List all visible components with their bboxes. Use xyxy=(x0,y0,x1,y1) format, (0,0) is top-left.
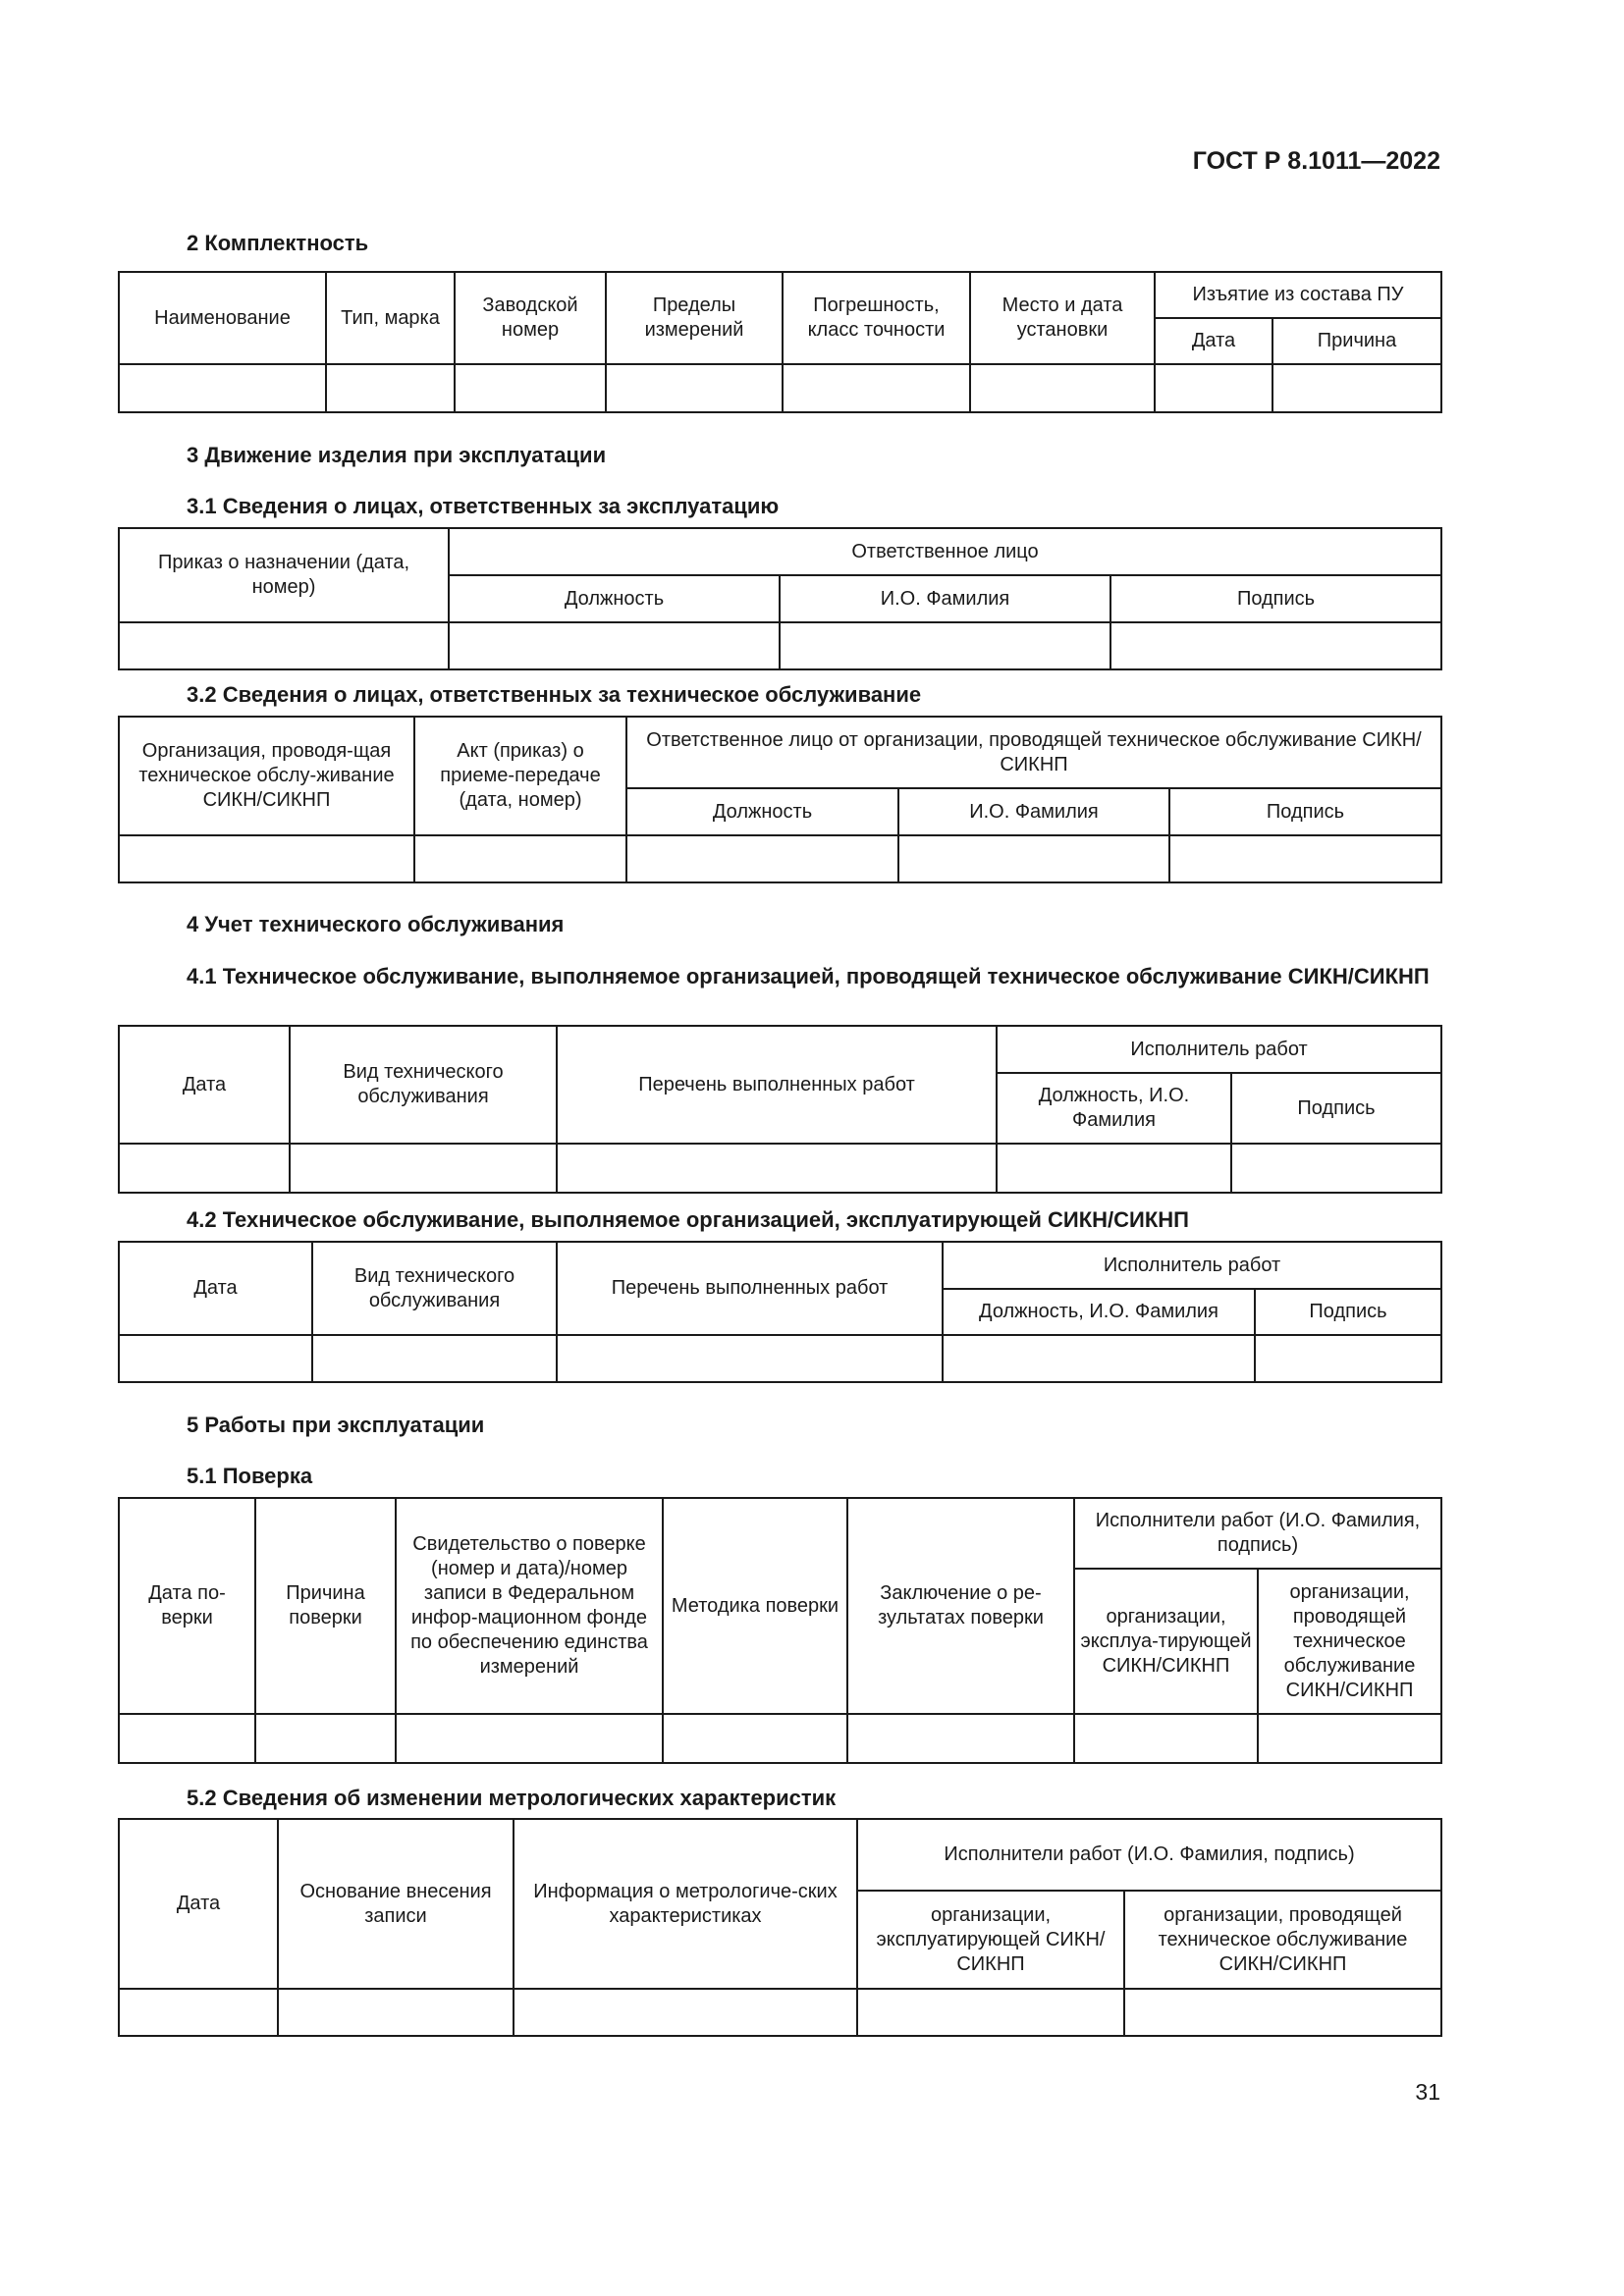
col-header-executors: Исполнители работ (И.О. Фамилия, подпись) xyxy=(857,1819,1441,1891)
table-cell[interactable] xyxy=(1272,364,1441,412)
table-cell[interactable] xyxy=(1124,1989,1441,2036)
table-cell[interactable] xyxy=(312,1335,557,1382)
table-cell[interactable] xyxy=(1231,1144,1441,1193)
col-header-type: Тип, марка xyxy=(326,272,455,364)
col-header-date: Дата xyxy=(119,1242,312,1335)
col-header-full-name: И.О. Фамилия xyxy=(780,575,1110,622)
col-header-signature: Подпись xyxy=(1169,788,1441,835)
section-4-title: 4 Учет технического обслуживания xyxy=(187,912,565,936)
verification-table xyxy=(118,1497,1442,1764)
table-cell[interactable] xyxy=(1110,622,1441,669)
table-cell[interactable] xyxy=(396,1714,663,1763)
col-header-verification-reason: Причина поверки xyxy=(255,1498,396,1714)
section-4-1-title: 4.1 Техническое обслуживание, выполняемое организацией, проводящей техническое обслуживание СИКН/СИКНП xyxy=(187,964,1430,988)
col-header-position: Должность xyxy=(626,788,898,835)
col-header-position: Должность xyxy=(449,575,780,622)
table-cell[interactable] xyxy=(1169,835,1441,882)
col-header-signature: Подпись xyxy=(1255,1289,1441,1335)
table-cell[interactable] xyxy=(1255,1335,1441,1382)
col-header-full-name: И.О. Фамилия xyxy=(898,788,1169,835)
table-cell[interactable] xyxy=(1155,364,1272,412)
section-3-1-title: 3.1 Сведения о лицах, ответственных за эксплуатацию xyxy=(187,494,780,518)
col-header-executors: Исполнители работ (И.О. Фамилия, подпись) xyxy=(1074,1498,1441,1569)
col-header-position-name: Должность, И.О. Фамилия xyxy=(997,1073,1231,1144)
section-5-title: 5 Работы при эксплуатации xyxy=(187,1413,485,1437)
table-cell[interactable] xyxy=(898,835,1169,882)
col-header-order: Приказ о назначении (дата, номер) xyxy=(119,528,449,622)
col-header-signature: Подпись xyxy=(1231,1073,1441,1144)
section-5-2-title: 5.2 Сведения об изменении метрологических характеристик xyxy=(187,1786,837,1810)
table-cell[interactable] xyxy=(255,1714,396,1763)
table-row xyxy=(119,1144,1441,1193)
table-cell[interactable] xyxy=(119,835,414,882)
table-row xyxy=(119,622,1441,669)
col-header-method: Методика поверки xyxy=(663,1498,847,1714)
table-cell[interactable] xyxy=(847,1714,1074,1763)
col-header-operator-org: организации, эксплуа-тирующей СИКН/СИКНП xyxy=(1074,1569,1258,1714)
table-cell[interactable] xyxy=(663,1714,847,1763)
table-cell[interactable] xyxy=(626,835,898,882)
table-cell[interactable] xyxy=(119,1335,312,1382)
table-cell[interactable] xyxy=(414,835,626,882)
table-cell[interactable] xyxy=(119,364,326,412)
table-cell[interactable] xyxy=(514,1989,857,2036)
table-cell[interactable] xyxy=(557,1335,943,1382)
table-cell[interactable] xyxy=(119,1989,278,2036)
col-header-serial: Заводской номер xyxy=(455,272,606,364)
col-header-position-name: Должность, И.О. Фамилия xyxy=(943,1289,1255,1335)
table-cell[interactable] xyxy=(278,1989,514,2036)
completeness-table xyxy=(118,271,1442,413)
page-number: 31 xyxy=(1415,2079,1440,2105)
table-cell[interactable] xyxy=(943,1335,1255,1382)
table-row xyxy=(119,364,1441,412)
table-cell[interactable] xyxy=(119,622,449,669)
col-header-date: Дата xyxy=(119,1819,278,1989)
table-cell[interactable] xyxy=(1074,1714,1258,1763)
table-cell[interactable] xyxy=(449,622,780,669)
col-header-service-org: организации, проводящей техническое обслуживание СИКН/СИКНП xyxy=(1124,1891,1441,1989)
col-header-verification-date: Дата по-верки xyxy=(119,1498,255,1714)
col-header-date: Дата xyxy=(119,1026,290,1144)
col-header-maintenance-kind: Вид технического обслуживания xyxy=(290,1026,557,1144)
col-header-place: Место и дата установки xyxy=(970,272,1155,364)
maintenance-responsible-table xyxy=(118,716,1442,883)
table-cell[interactable] xyxy=(557,1144,997,1193)
col-header-responsible-person: Ответственное лицо от организации, проводящей техническое обслуживание СИКН/СИКНП xyxy=(626,717,1441,788)
document-code: ГОСТ Р 8.1011—2022 xyxy=(1192,147,1440,175)
col-header-act: Акт (приказ) о приеме-передаче (дата, номер) xyxy=(414,717,626,835)
col-header-metrology-info: Информация о метрологиче-ских характеристиках xyxy=(514,1819,857,1989)
table-row xyxy=(119,835,1441,882)
col-header-conclusion: Заключение о ре-зультатах поверки xyxy=(847,1498,1074,1714)
col-header-name: Наименование xyxy=(119,272,326,364)
table-cell[interactable] xyxy=(783,364,970,412)
section-3-title: 3 Движение изделия при эксплуатации xyxy=(187,443,607,467)
table-row xyxy=(119,1989,1441,2036)
col-header-reason: Причина xyxy=(1272,318,1441,364)
col-header-service-org: организации, проводящей техническое обслуживание СИКН/СИКНП xyxy=(1258,1569,1441,1714)
col-header-responsible-person: Ответственное лицо xyxy=(449,528,1441,575)
table-cell[interactable] xyxy=(970,364,1155,412)
table-cell[interactable] xyxy=(606,364,783,412)
col-header-executor: Исполнитель работ xyxy=(943,1242,1441,1289)
col-header-maintenance-kind: Вид технического обслуживания xyxy=(312,1242,557,1335)
col-header-certificate: Свидетельство о поверке (номер и дата)/номер записи в Федеральном инфор-мационном фонде по обеспечению единства измерений xyxy=(396,1498,663,1714)
maintenance-service-org-table xyxy=(118,1025,1442,1194)
col-header-date: Дата xyxy=(1155,318,1272,364)
table-row xyxy=(119,1714,1441,1763)
section-3-2-title: 3.2 Сведения о лицах, ответственных за техническое обслуживание xyxy=(187,682,922,707)
col-header-works: Перечень выполненных работ xyxy=(557,1026,997,1144)
table-cell[interactable] xyxy=(326,364,455,412)
col-header-operator-org: организации, эксплуатирующей СИКН/СИКНП xyxy=(857,1891,1124,1989)
metrology-changes-table xyxy=(118,1818,1442,2037)
table-row xyxy=(119,1335,1441,1382)
table-cell[interactable] xyxy=(119,1714,255,1763)
col-header-organization: Организация, проводя-щая техническое обслу-живание СИКН/СИКНП xyxy=(119,717,414,835)
table-cell[interactable] xyxy=(997,1144,1231,1193)
table-cell[interactable] xyxy=(857,1989,1124,2036)
col-header-accuracy: Погрешность, класс точности xyxy=(783,272,970,364)
table-cell[interactable] xyxy=(119,1144,290,1193)
col-header-executor: Исполнитель работ xyxy=(997,1026,1441,1073)
col-header-basis: Основание внесения записи xyxy=(278,1819,514,1989)
table-cell[interactable] xyxy=(780,622,1110,669)
section-2-title: 2 Комплектность xyxy=(187,231,369,255)
section-4-2-title: 4.2 Техническое обслуживание, выполняемое организацией, эксплуатирующей СИКН/СИКНП xyxy=(187,1207,1189,1232)
col-header-removal: Изъятие из состава ПУ xyxy=(1155,272,1441,318)
col-header-signature: Подпись xyxy=(1110,575,1441,622)
table-cell[interactable] xyxy=(290,1144,557,1193)
col-header-works: Перечень выполненных работ xyxy=(557,1242,943,1335)
table-cell[interactable] xyxy=(455,364,606,412)
table-cell[interactable] xyxy=(1258,1714,1441,1763)
operation-responsible-table xyxy=(118,527,1442,670)
section-5-1-title: 5.1 Поверка xyxy=(187,1464,313,1488)
col-header-limits: Пределы измерений xyxy=(606,272,783,364)
maintenance-operator-org-table xyxy=(118,1241,1442,1383)
